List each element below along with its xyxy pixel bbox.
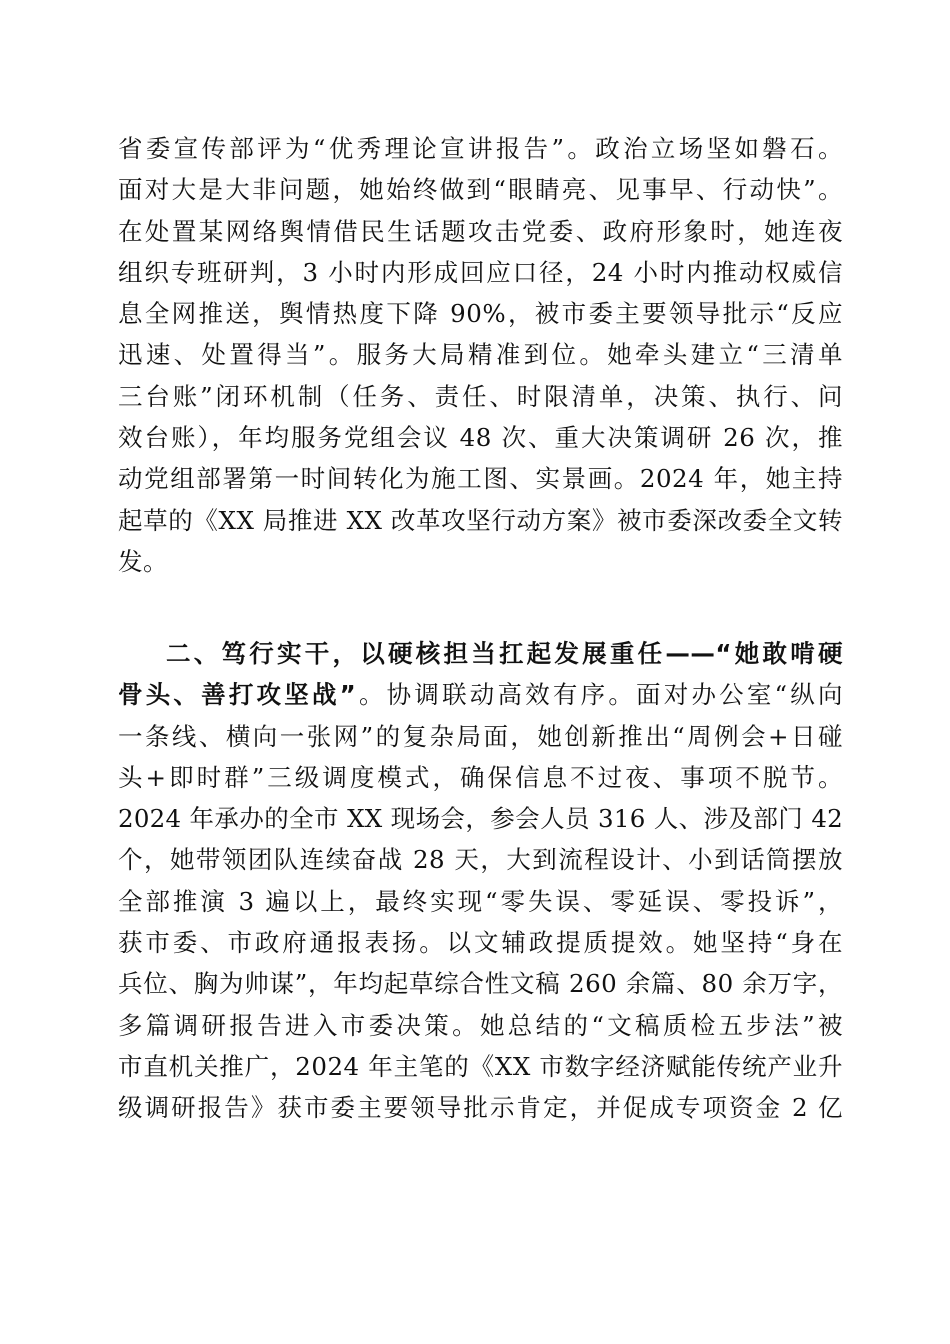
section-heading-line-2 <box>118 674 843 715</box>
paragraph-2-line-2: 头+即时群”三级调度模式，确保信息不过夜、事项不脱节。 <box>118 762 843 792</box>
paragraph-1-line-6: 迅速、处置得当”。服务大局精准到位。她牵头建立“三清单 <box>118 340 843 370</box>
paragraph-2 <box>118 633 843 1129</box>
paragraph-2-line-1: 一条线、横向一张网”的复杂局面，她创新推出“周例会+日碰 <box>118 721 843 751</box>
paragraph-1-line-2: 面对大是大非问题，她始终做到“眼睛亮、见事早、行动快”。 <box>118 175 843 205</box>
paragraph-1-line-11: 发。 <box>118 546 168 576</box>
section-heading-line-1: 二、笃行实干，以硬核担当扛起发展重任——“她敢啃硬 <box>166 639 843 668</box>
paragraph-2-line-4: 个，她带领团队连续奋战 28 天，大到流程设计、小到话筒摆放 <box>118 845 843 875</box>
paragraph-1-line-5: 息全网推送，舆情热度下降 90%，被市委主要领导批示“反应 <box>118 299 843 329</box>
paragraph-2-line-8: 多篇调研报告进入市委决策。她总结的“文稿质检五步法”被 <box>118 1010 843 1040</box>
paragraph-2-line-5: 全部推演 3 遍以上，最终实现“零失误、零延误、零投诉”， <box>118 886 843 916</box>
paragraph-2-line-6: 获市委、市政府通报表扬。以文辅政提质提效。她坚持“身在 <box>118 928 843 958</box>
paragraph-1-line-7: 三台账”闭环机制（任务、责任、时限清单，决策、执行、问 <box>118 381 843 411</box>
paragraph-1-line-8: 效台账），年均服务党组会议 48 次、重大决策调研 26 次，推 <box>118 423 843 453</box>
paragraph-1-line-4: 组织专班研判，3 小时内形成回应口径，24 小时内推动权威信 <box>118 257 843 287</box>
paragraph-1-line-1: 省委宣传部评为“优秀理论宣讲报告”。政治立场坚如磐石。 <box>118 134 843 163</box>
paragraph-1 <box>118 128 843 582</box>
paragraph-2-line-3: 2024 年承办的全市 XX 现场会，参会人员 316 人、涉及部门 42 <box>118 804 843 834</box>
paragraph-1-line-10: 起草的《XX 局推进 XX 改革攻坚行动方案》被市委深改委全文转 <box>118 505 843 535</box>
paragraph-2-line-7: 兵位、胸为帅谋”，年均起草综合性文稿 260 余篇、80 余万字， <box>118 969 843 999</box>
paragraph-1-line-3: 在处置某网络舆情借民生话题攻击党委、政府形象时，她连夜 <box>118 216 843 246</box>
section-heading-line-2-rest: 。协调联动高效有序。面对办公室“纵向 <box>356 680 843 710</box>
section-heading-bold-tail: 骨头、善打攻坚战” <box>118 680 357 710</box>
paragraph-2-line-10: 级调研报告》获市委主要领导批示肯定，并促成专项资金 2 亿 <box>118 1093 843 1123</box>
paragraph-2-line-9: 市直机关推广，2024 年主笔的《XX 市数字经济赋能传统产业升 <box>118 1051 843 1081</box>
paragraph-1-line-9: 动党组部署第一时间转化为施工图、实景画。2024 年，她主持 <box>118 464 843 494</box>
